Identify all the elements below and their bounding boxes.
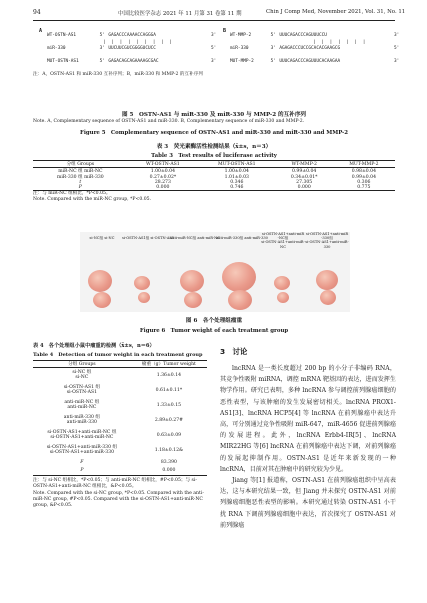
table4-note-cn: 注：与 si-NC 组相比，*P<0.05；与 anti-miR-NC 组相比，#P<0.05；与 si-OSTN-AS1+anti-miR-NC 组相比，&P<0.05。 <box>33 478 197 489</box>
seq-text: UUUCAGACCCAGUUUCACAAGAA <box>279 59 341 64</box>
figure5-note-en: Note. A, Complementary sequence of OSTN-AS1 and miR-330. B, Complementary sequence of miR-330 and MMP-2. <box>33 119 305 124</box>
tumor-label-4: anti-miR-330组 anti-miR-330 <box>216 236 268 240</box>
table3-col-header: 分组 Groups <box>66 162 95 167</box>
table4-caption-en: Table 4 Detection of tumor weight in each treatment group <box>33 352 203 358</box>
table4-caption-cn: 表 4 各个处理组小鼠中瘤重的检测（x̄±s，n＝6） <box>33 343 155 349</box>
table3-note-cn: 注：与 miR-NC 组相比，*P<0.05。 <box>33 191 111 196</box>
table-cell: P <box>80 468 84 474</box>
seq-text: UUUCAGACCCAGUUUCCU <box>279 33 327 38</box>
table-cell: 1.33±0.15 <box>156 402 182 408</box>
seq-end-5: 3' <box>270 46 276 51</box>
seq-end-5: 3' <box>99 46 105 51</box>
table-cell: 1.18±0.12& <box>154 447 184 453</box>
tumor-label-6: si-OSTN-AS1+anti-miR -330组 si-OSTN-AS1+anti-miR-330 <box>305 232 349 249</box>
table-cell: 1.01±0.03 <box>224 174 249 180</box>
figure5-caption-en: Figure 5 Complementary sequence of OSTN-AS1 and miR-330 and miR-330 and MMP-2 <box>80 130 348 136</box>
figure5-caption-cn: 图 5 OSTN-AS1 与 miR-330 及 miR-330 与 MMP-2 的互补序列 <box>121 112 307 118</box>
journal-header-en: Chin J Comp Med, November 2021, Vol. 31, No. 11 <box>266 9 406 15</box>
table-cell: P <box>78 185 82 190</box>
table-row <box>33 383 207 398</box>
panel-a-label: A <box>39 28 43 34</box>
table-row <box>33 185 395 191</box>
discussion-paragraph-1: lncRNA 是一类长度超过 200 bp 的小分子非编码 RNA，其竞争性吸附 miRNA，调控 mRNA 靶基因的表达，进而发挥生物学作用。研究已表明，多种 lncRNA 参与调控前列腺癌细胞的恶性表型，与该肿瘤的发生发展密切相关。lncRNA PROX1-AS1[3]、lncRNA HCP5[4] 等 lncRNA 在前列腺癌中表达升高，可分别通过竞争性吸附 miR-647，miR-4656 促进前列腺癌的发展进程。此外，lncRNA Erbb4-IR[5]、lncRNA MIR22HG 等[6] lncRNA 在前列腺癌中表达下调，对前列腺癌的发展起抑制作用。OSTN-AS1 是近年来新发现的一种 lncRNA，目前对其在肿瘤中的研究较为少见。 <box>220 365 396 473</box>
discussion-section <box>220 346 396 531</box>
seq-text: GAGACAGCAGAAAAGCGAC <box>108 59 159 64</box>
tumor-si-ostn-1 <box>134 276 150 290</box>
table-cell: 0.000 <box>297 185 311 190</box>
table3 <box>33 160 395 203</box>
page-number: 94 <box>33 9 41 16</box>
table3-header-row <box>33 161 395 168</box>
table-cell: 0.61±0.11* <box>155 387 183 393</box>
panel-b-label: B <box>223 28 227 34</box>
table4-col-header: 分组 Groups <box>68 362 96 367</box>
table3-note-en: Note. Compared with the miR-NC group, *P<0.05. <box>33 197 152 202</box>
table-cell: si-OSTN-AS1 组 si-OSTN-AS1 <box>63 385 101 395</box>
tumor-label-3: anti-miR-NC组 anti-miR-NC <box>170 236 221 240</box>
seq-end-3: 3' <box>393 59 400 64</box>
table-cell: F <box>80 459 84 465</box>
seq-a-row-3 <box>47 59 216 64</box>
table-row <box>33 413 207 428</box>
tumor-label-2: si-OSTN-AS1组 si-OSTN-AS1 <box>122 236 175 240</box>
seq-end-5: 5' <box>99 59 105 64</box>
seq-end-3: 3' <box>393 33 400 38</box>
table-cell: 28.273 <box>154 180 171 185</box>
table-cell: si-OSTN-AS1+anti-miR-330 组 si-OSTN-AS1+anti-miR-330 <box>46 445 118 455</box>
table-cell: 0.000 <box>156 185 170 190</box>
seq-end-3: 3' <box>210 33 217 38</box>
tumor-combo-nc-1 <box>274 276 290 290</box>
table3-col-header: WT-OSTN-AS1 <box>146 161 180 167</box>
table-row <box>33 458 207 467</box>
tumor-anti-nc-2 <box>184 292 202 308</box>
table-cell: miR-330 组 miR-330 <box>56 175 104 180</box>
seq-text: GAGACCCAAAACCAGGGA <box>108 33 156 38</box>
seq-a-row-2 <box>47 46 216 51</box>
seq-end-5: 5' <box>99 33 105 38</box>
seq-name: MUT-OSTN-AS1 <box>47 59 79 64</box>
figure5-note-cn: 注：A，OSTN-AS1 和 miR-330 互补序列；B，miR-330 和 MMP-2 的互补序列 <box>33 72 203 77</box>
table-cell: miR-NC 组 miR-NC <box>58 169 103 174</box>
table-row <box>33 368 207 383</box>
tumor-anti-330-2 <box>228 290 252 310</box>
seq-name: WT-MMP-2 <box>230 33 252 38</box>
table-cell: 0.306 <box>357 180 371 185</box>
table-cell: 0.99±0.04 <box>292 168 317 174</box>
seq-end-3: 5' <box>393 46 400 51</box>
seq-name: WT-OSTN-AS1 <box>47 33 77 38</box>
table3-col-header: WT-MMP-2 <box>291 161 317 167</box>
seq-a-row-1 <box>47 33 216 38</box>
tumor-anti-330-1 <box>222 262 256 292</box>
table-cell: 0.34±0.01* <box>290 174 318 180</box>
tumor-combo-330-1 <box>316 270 338 290</box>
table-cell: 2.89±0.27# <box>154 417 183 423</box>
table3-col-header: MUT-MMP-2 <box>349 161 379 167</box>
table-cell: 0.000 <box>162 468 176 474</box>
tumor-si-ostn-2 <box>138 292 150 303</box>
tumor-si-nc-2 <box>93 292 111 308</box>
table-row <box>33 467 207 476</box>
seq-b-row-2 <box>230 46 399 51</box>
table4-col-header: 瘤重（g）Tumor weight <box>141 362 196 367</box>
table-cell: 0.775 <box>357 185 371 190</box>
table-cell: 1.00±0.04 <box>150 168 176 174</box>
table-cell: t <box>79 180 82 185</box>
tumor-anti-nc-1 <box>180 270 204 292</box>
seq-name: miR-330 <box>230 46 249 51</box>
table4 <box>33 342 207 509</box>
seq-b-row-3 <box>230 59 399 64</box>
table-row <box>33 443 207 458</box>
table-cell: 0.63±0.09 <box>156 432 182 438</box>
seq-text: AGAGACCCUCCGCACACGAAGCG <box>279 46 341 51</box>
seq-end-3: 5' <box>210 46 217 51</box>
seq-name: MUT-MMP-2 <box>230 59 254 64</box>
seq-end-5: 5' <box>270 59 276 64</box>
table3-caption-en: Table 3 Test results of luciferase activity <box>151 153 277 159</box>
table-cell: 0.346 <box>230 180 244 185</box>
seq-name: miR-330 <box>47 46 66 51</box>
journal-header-cn: 中国比较医学杂志 2021 年 11 月第 31 卷第 11 期 <box>118 11 242 17</box>
table-cell: 1.00±0.04 <box>224 168 249 174</box>
table-row <box>33 398 207 413</box>
table3-caption-cn: 表 3 荧光素酶活性检测结果（x̄±s，n＝3） <box>156 144 272 150</box>
figure6-caption-cn: 图 6 各个处理组瘤重 <box>185 318 243 324</box>
table4-header-row <box>33 361 207 368</box>
table-cell: 83.390 <box>160 459 177 465</box>
discussion-heading: 3 讨论 <box>220 347 248 356</box>
table-cell: si-NC 组 si-NC <box>72 370 92 381</box>
table-cell: 0.27±0.02* <box>149 174 177 180</box>
seq-end-5: 5' <box>270 33 276 38</box>
table-cell: 1.36±0.14 <box>156 372 182 378</box>
table-cell: anti-miR-NC 组 anti-miR-NC <box>64 400 100 410</box>
discussion-paragraph-2: Jiang 等[1] 报道称，OSTN-AS1 在前列腺癌组织中呈高表达，这与本研究结果一致，但 Jiang 并未探究 OSTN-AS1 对前列腺癌细胞恶性表型的影响。本研究通过转染 OSTN-AS1 小干扰 RNA 下调前列腺癌细胞中表达，首次探究了 OSTN-AS1 对前列腺癌 <box>220 477 396 529</box>
table3-col-header: MUT-OSTN-AS1 <box>218 161 256 167</box>
figure6-photo <box>80 232 350 312</box>
tumor-label-1: si-NC组 si-NC <box>89 236 115 240</box>
table4-note-en: Note. Compared with the si-NC group, *P<0.05. Compared with the anti-miR-NC group, #P<0.05. Compared with the si-OSTN-AS1+anti-miR-NC group, &P<0.05. <box>33 491 204 508</box>
tumor-label-5: si-OSTN-AS1+anti-miR -NC组 si-OSTN-AS1+anti-miR-NC <box>261 232 305 249</box>
table-cell: anti-miR-330 组 anti-miR-330 <box>63 415 100 425</box>
seq-end-3: 3' <box>210 59 217 64</box>
header-rule <box>33 20 395 21</box>
tumor-si-nc-1 <box>88 270 112 292</box>
tumor-combo-nc-2 <box>277 292 289 303</box>
seq-b-row-1 <box>230 33 399 38</box>
table-cell: 27.305 <box>296 180 313 185</box>
table-cell: si-OSTN-AS1+anti-miR-NC 组 si-OSTN-AS1+anti-miR-NC <box>47 430 117 440</box>
table-row <box>33 428 207 443</box>
table-cell: 0.99±0.04 <box>351 174 377 180</box>
pairing-lines-a1: | | | | | | | | | <box>103 40 174 45</box>
seq-text: UUCUUCGUCGGGGUCUCC <box>108 46 156 51</box>
tumor-combo-330-2 <box>320 290 336 305</box>
figure5-sequences <box>33 28 400 94</box>
pairing-lines-b1: | | | | | | | <box>313 40 367 45</box>
table-cell: 0.746 <box>230 185 244 190</box>
figure6-caption-en: Figure 6 Tumor weight of each treatment group <box>139 328 289 334</box>
table-cell: 0.98±0.04 <box>351 168 377 174</box>
